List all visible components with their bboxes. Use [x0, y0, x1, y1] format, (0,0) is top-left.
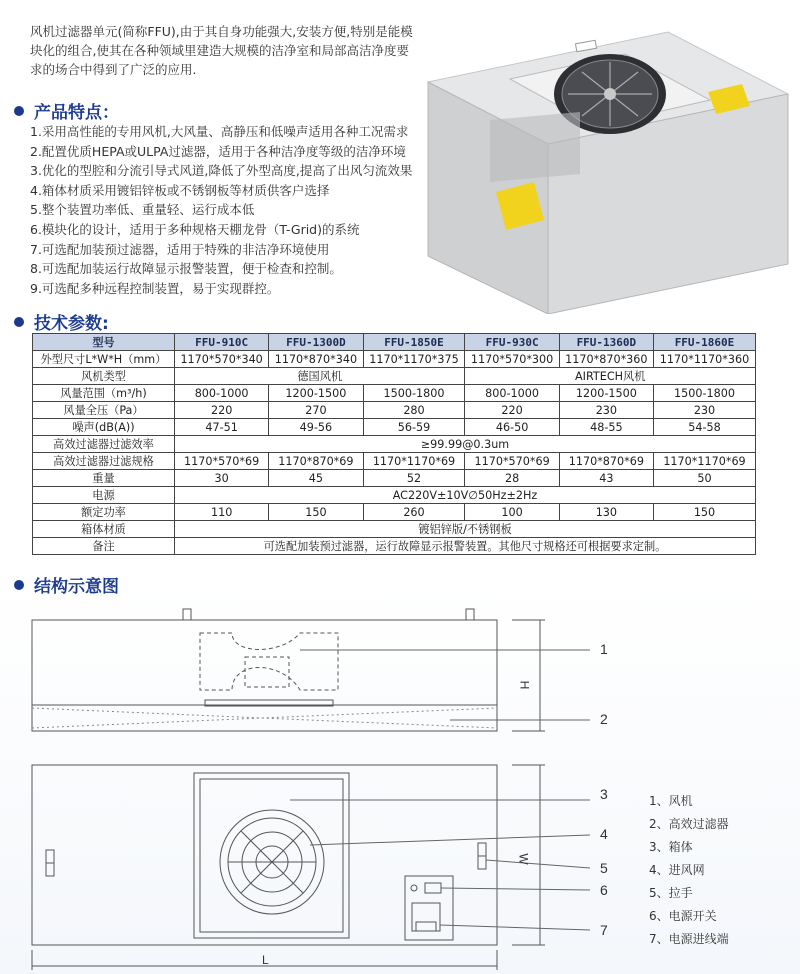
- table-cell: 1200-1500: [559, 385, 653, 402]
- dim-h-label: H: [517, 680, 532, 690]
- table-cell: 1170*570*69: [465, 453, 559, 470]
- legend-item: 1、风机: [649, 794, 693, 808]
- legend-item: 6、电源开关: [649, 909, 717, 923]
- table-cell: 电源: [33, 487, 175, 504]
- feature-item: 6.模块化的设计，适用于多种规格天棚龙骨（T-Grid)的系统: [30, 221, 360, 237]
- table-cell: AC220V±10V∅50Hz±2Hz: [175, 487, 756, 504]
- table-cell: 1170*870*69: [269, 453, 363, 470]
- table-row: [33, 351, 756, 368]
- table-row: [33, 402, 756, 419]
- table-cell: 1500-1800: [654, 385, 756, 402]
- features-list: [30, 122, 420, 298]
- feature-item: 7.可选配加装预过滤器，适用于特殊的非洁净环境使用: [30, 241, 330, 257]
- table-cell: 1170*1170*69: [363, 453, 465, 470]
- table-cell: 800-1000: [175, 385, 269, 402]
- table-cell: ≥99.99@0.3um: [175, 436, 756, 453]
- callout-3: 3: [600, 786, 608, 802]
- callout-5: 5: [600, 860, 608, 876]
- table-header-cell: FFU-1860E: [654, 334, 756, 351]
- callout-7: 7: [600, 922, 608, 938]
- table-cell: 50: [654, 470, 756, 487]
- table-cell: 56-59: [363, 419, 465, 436]
- params-title-text: 技术参数:: [34, 314, 109, 334]
- params-title: [14, 309, 109, 334]
- table-cell: 额定功率: [33, 504, 175, 521]
- table-cell: 1170*570*300: [465, 351, 559, 368]
- spec-table: [32, 333, 756, 555]
- table-cell: 1200-1500: [269, 385, 363, 402]
- table-cell: 高效过滤器过滤效率: [33, 436, 175, 453]
- feature-item: 8.可选配加装运行故障显示报警装置，便于检查和控制。: [30, 261, 342, 277]
- legend-item: 3、箱体: [649, 840, 693, 854]
- table-cell: 46-50: [465, 419, 559, 436]
- table-cell: 重量: [33, 470, 175, 487]
- legend-item: 2、高效过滤器: [649, 817, 729, 831]
- table-cell: 54-58: [654, 419, 756, 436]
- table-cell: 43: [559, 470, 653, 487]
- table-cell: 270: [269, 402, 363, 419]
- table-cell: 可选配加装预过滤器，运行故障显示报警装置。其他尺寸规格还可根据要求定制。: [175, 538, 756, 555]
- table-cell: AIRTECH风机: [465, 368, 756, 385]
- table-cell: 噪声(dB(A)): [33, 419, 175, 436]
- table-cell: 镀铝锌版/不锈钢板: [175, 521, 756, 538]
- dim-w-label: W: [516, 853, 531, 865]
- table-cell: 280: [363, 402, 465, 419]
- table-cell: 1170*870*69: [559, 453, 653, 470]
- feature-item: 3.优化的型腔和分流引导式风道,降低了外型高度,提高了出风匀流效果: [30, 163, 413, 179]
- ffu-product-photo: [410, 24, 790, 314]
- table-cell: 1170*570*340: [175, 351, 269, 368]
- bullet-dot-icon: [14, 580, 24, 590]
- table-cell: 150: [654, 504, 756, 521]
- callout-4: 4: [600, 826, 608, 842]
- table-cell: 28: [465, 470, 559, 487]
- table-cell: 110: [175, 504, 269, 521]
- table-row: [33, 368, 756, 385]
- feature-item: 1.采用高性能的专用风机,大风量、高静压和低噪声适用各种工况需求: [30, 124, 409, 139]
- legend-item: 7、电源进线端: [649, 932, 729, 946]
- table-row: [33, 504, 756, 521]
- table-cell: 30: [175, 470, 269, 487]
- table-row: [33, 436, 756, 453]
- bullet-dot-icon: [14, 106, 24, 116]
- feature-item: 9.可选配多种远程控制装置，易于实现群控。: [30, 280, 280, 296]
- table-cell: 风机类型: [33, 368, 175, 385]
- table-cell: 1170*1170*69: [654, 453, 756, 470]
- table-cell: 箱体材质: [33, 521, 175, 538]
- callout-6: 6: [600, 882, 608, 898]
- table-cell: 高效过滤器过滤规格: [33, 453, 175, 470]
- table-header-row: [33, 334, 756, 351]
- feature-item: 4.箱体材质采用镀铝锌板或不锈钢板等材质供客户选择: [30, 182, 330, 198]
- features-title: [14, 98, 119, 123]
- table-cell: 1170*1170*375: [363, 351, 465, 368]
- table-cell: 外型尺寸L*W*H（mm）: [33, 351, 175, 368]
- table-header-cell: FFU-1300D: [269, 334, 363, 351]
- table-header-cell: FFU-1360D: [559, 334, 653, 351]
- table-row: [33, 538, 756, 555]
- intro-paragraph: 风机过滤器单元(简称FFU),由于其自身功能强大,安装方便,特别是能模块化的组合,使其在各种领域里建造大规模的洁净室和局部高洁净度要求的场合中得到了广泛的应用.: [30, 24, 413, 77]
- callout-2: 2: [600, 711, 608, 727]
- table-cell: 48-55: [559, 419, 653, 436]
- table-row: [33, 385, 756, 402]
- table-row: [33, 419, 756, 436]
- structure-title-text: 结构示意图: [34, 577, 119, 597]
- table-cell: 52: [363, 470, 465, 487]
- table-cell: 德国风机: [175, 368, 465, 385]
- bullet-dot-icon: [14, 317, 24, 327]
- table-header-cell: FFU-1850E: [363, 334, 465, 351]
- features-title-text: 产品特点：: [34, 103, 119, 123]
- table-cell: 260: [363, 504, 465, 521]
- table-cell: 230: [654, 402, 756, 419]
- table-cell: 1170*870*340: [269, 351, 363, 368]
- table-cell: 1170*1170*360: [654, 351, 756, 368]
- structure-legend: [649, 790, 789, 951]
- table-row: [33, 521, 756, 538]
- table-cell: 风量全压（Pa）: [33, 402, 175, 419]
- table-cell: 1170*570*69: [175, 453, 269, 470]
- table-cell: 1500-1800: [363, 385, 465, 402]
- table-cell: 800-1000: [465, 385, 559, 402]
- table-cell: 49-56: [269, 419, 363, 436]
- table-cell: 风量范围（m³/h): [33, 385, 175, 402]
- table-cell: 220: [175, 402, 269, 419]
- legend-item: 4、进风网: [649, 863, 705, 877]
- structure-title: [14, 572, 119, 597]
- table-cell: 100: [465, 504, 559, 521]
- callout-1: 1: [600, 641, 608, 657]
- table-cell: 230: [559, 402, 653, 419]
- table-cell: 47-51: [175, 419, 269, 436]
- table-cell: 220: [465, 402, 559, 419]
- table-row: [33, 487, 756, 504]
- table-cell: 1170*870*360: [559, 351, 653, 368]
- feature-item: 2.配置优质HEPA或ULPA过滤器，适用于各种洁净度等级的洁净环境: [30, 143, 406, 159]
- table-row: [33, 453, 756, 470]
- table-cell: 备注: [33, 538, 175, 555]
- feature-item: 5.整个装置功率低、重量轻、运行成本低: [30, 202, 255, 218]
- table-header-cell: FFU-910C: [175, 334, 269, 351]
- table-cell: 45: [269, 470, 363, 487]
- dim-l-label: L: [262, 953, 269, 967]
- table-cell: 130: [559, 504, 653, 521]
- table-header-cell: FFU-930C: [465, 334, 559, 351]
- legend-item: 5、拉手: [649, 886, 693, 900]
- table-row: [33, 470, 756, 487]
- table-cell: 150: [269, 504, 363, 521]
- table-header-cell: 型号: [33, 334, 175, 351]
